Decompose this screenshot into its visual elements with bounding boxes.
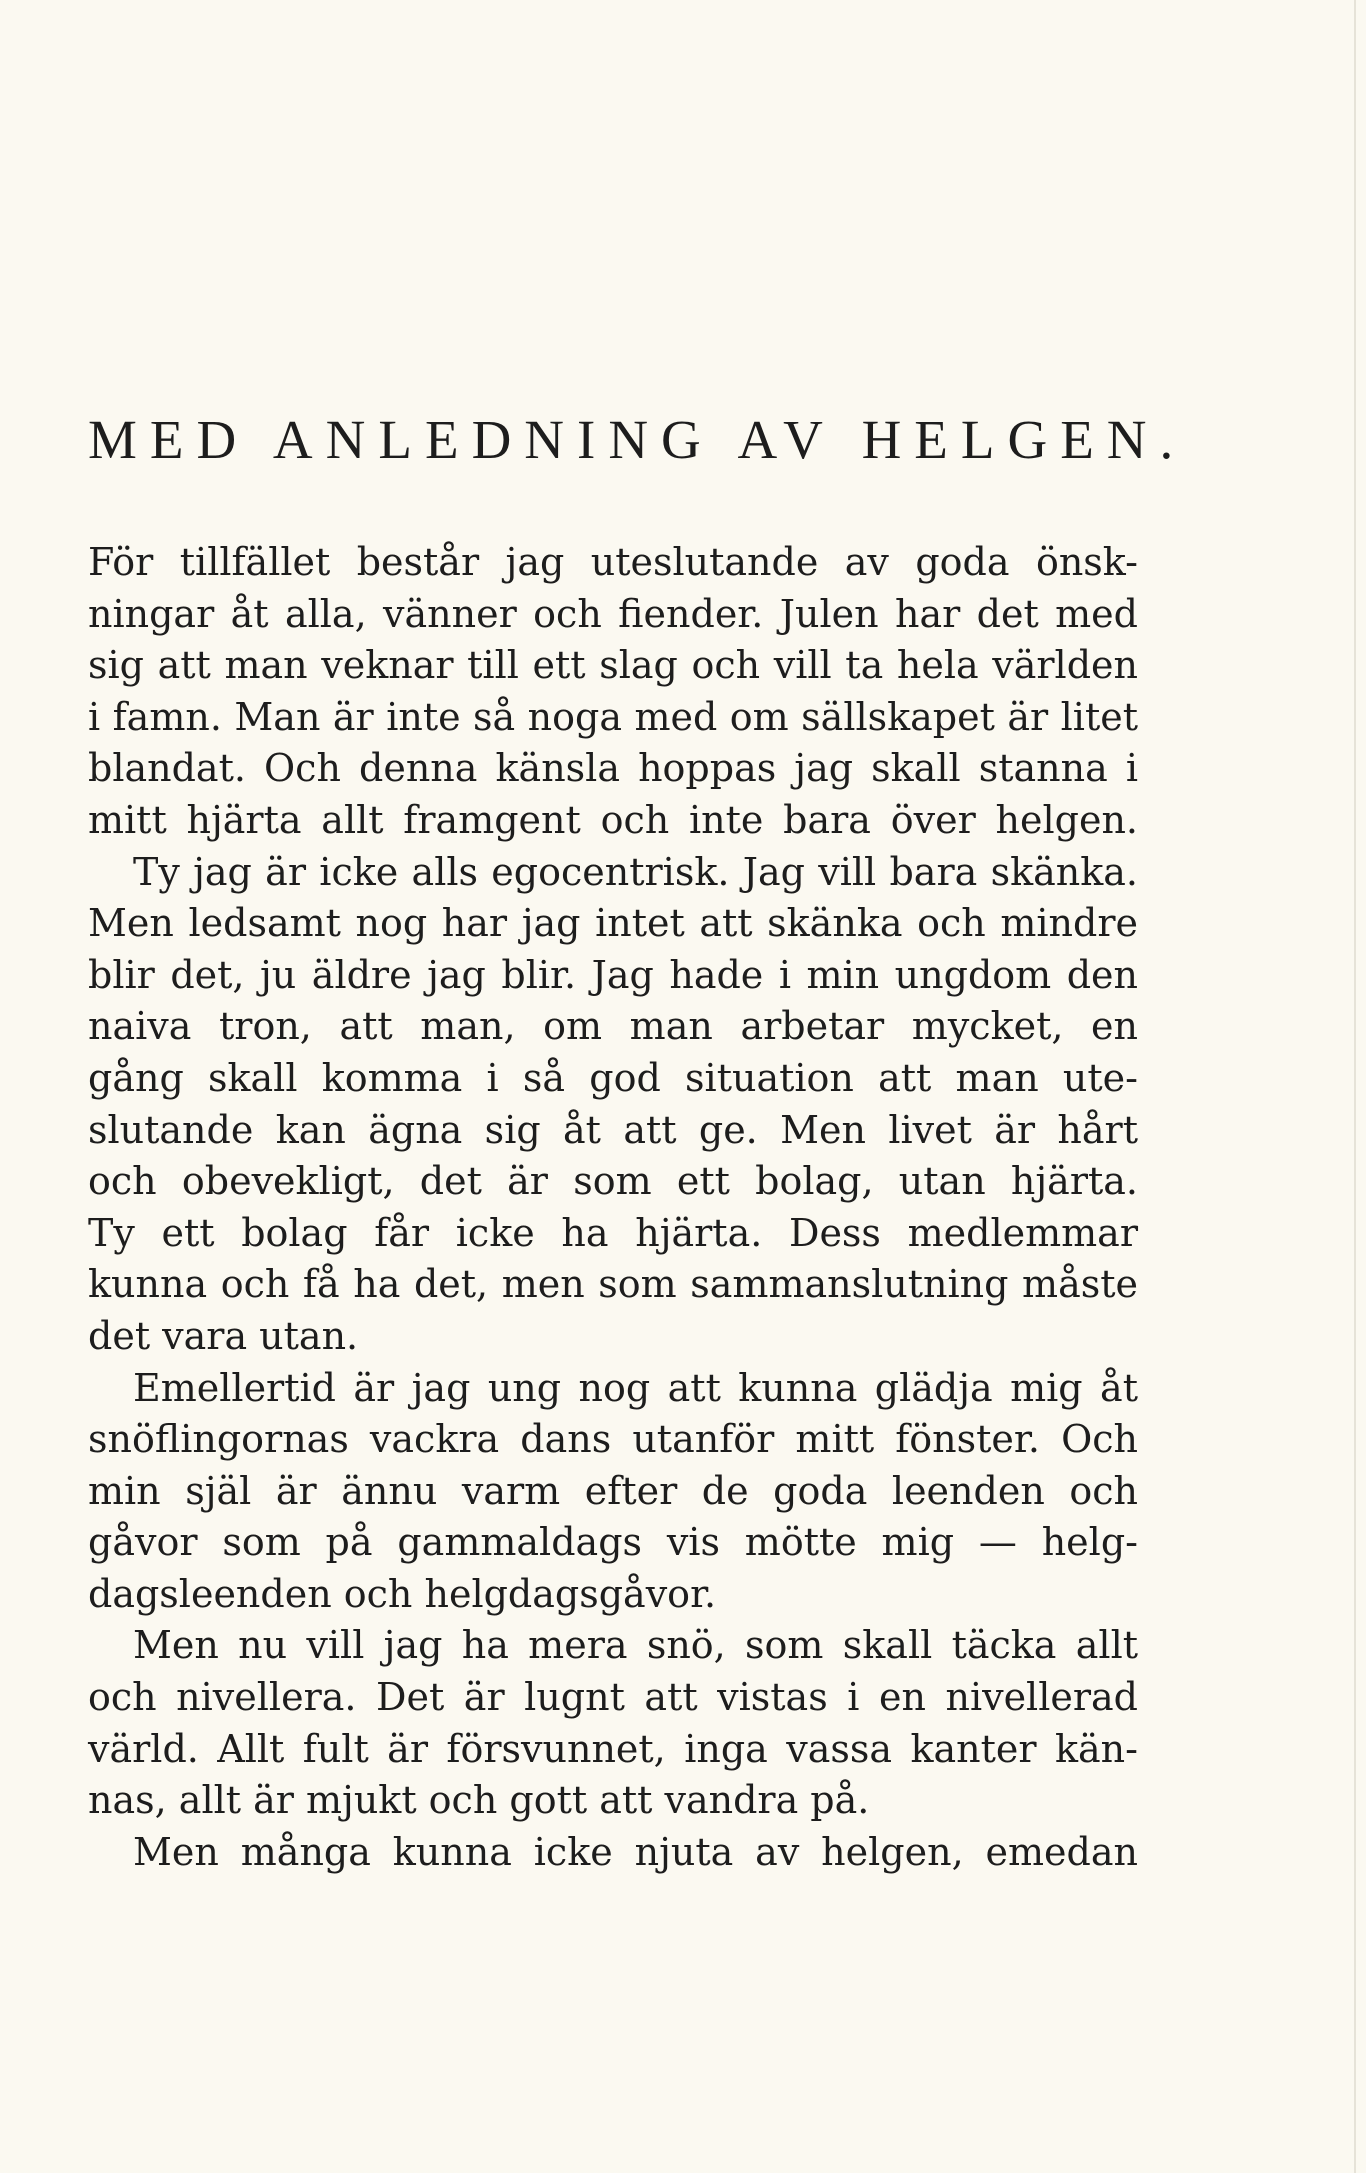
text-line: Men ledsamt nog har jag intet att skänka och mindre: [88, 901, 1138, 946]
text-line: och nivellera. Det är lugnt att vistas i en nivellerad: [88, 1675, 1138, 1720]
text-line: ningar åt alla, vänner och fiender. Julen har det med: [88, 591, 1138, 636]
text-line: gåvor som på gammaldags vis mötte mig — helg-: [88, 1520, 1138, 1565]
text-line: och obevekligt, det är som ett bolag, utan hjärta.: [88, 1159, 1138, 1204]
text-line: blir det, ju äldre jag blir. Jag hade i min ungdom den: [88, 952, 1138, 997]
text-line: naiva tron, att man, om man arbetar mycket, en: [88, 1004, 1138, 1049]
text-line: slutande kan ägna sig åt att ge. Men livet är hårt: [88, 1107, 1138, 1152]
text-line: dagsleenden och helgdagsgåvor.: [88, 1571, 717, 1616]
text-line: i famn. Man är inte så noga med om sällskapet är litet: [88, 694, 1138, 739]
text-line: Men nu vill jag ha mera snö, som skall täcka allt: [133, 1623, 1138, 1668]
paragraph-5: [88, 1827, 1138, 1879]
text-line: min själ är ännu varm efter de goda leenden och: [88, 1468, 1138, 1513]
paragraph-1: [88, 537, 1138, 847]
chapter-title: MED ANLEDNING AV HELGEN.: [88, 409, 1187, 470]
text-line: nas, allt är mjukt och gott att vandra på.: [88, 1778, 870, 1823]
paragraph-4: [88, 1620, 1138, 1826]
text-line: det vara utan.: [88, 1313, 359, 1358]
text-line: sig att man veknar till ett slag och vill ta hela världen: [88, 643, 1138, 688]
text-line: Ty ett bolag får icke ha hjärta. Dess medlemmar: [88, 1210, 1138, 1255]
chapter-text: [88, 409, 1187, 1878]
text-line: Men många kunna icke njuta av helgen, emedan: [133, 1829, 1138, 1874]
page-edge: [1354, 0, 1356, 2173]
text-line: värld. Allt fult är försvunnet, inga vassa kanter kän-: [88, 1726, 1138, 1771]
text-line: gång skall komma i så god situation att man ute-: [88, 1055, 1138, 1100]
paragraph-3: [88, 1363, 1138, 1621]
text-line: Ty jag är icke alls egocentrisk. Jag vill bara skänka.: [133, 849, 1138, 894]
text-line: mitt hjärta allt framgent och inte bara över helgen.: [88, 797, 1138, 842]
text-line: kunna och få ha det, men som sammanslutning måste: [88, 1262, 1138, 1307]
text-line: blandat. Och denna känsla hoppas jag skall stanna i: [88, 746, 1138, 791]
text-line: Emellertid är jag ung nog att kunna glädja mig åt: [133, 1365, 1138, 1410]
text-line: snöflingornas vackra dans utanför mitt fönster. Och: [88, 1417, 1138, 1462]
text-line: För tillfället består jag uteslutande av goda önsk-: [88, 540, 1138, 584]
paragraph-2: [88, 847, 1138, 1363]
